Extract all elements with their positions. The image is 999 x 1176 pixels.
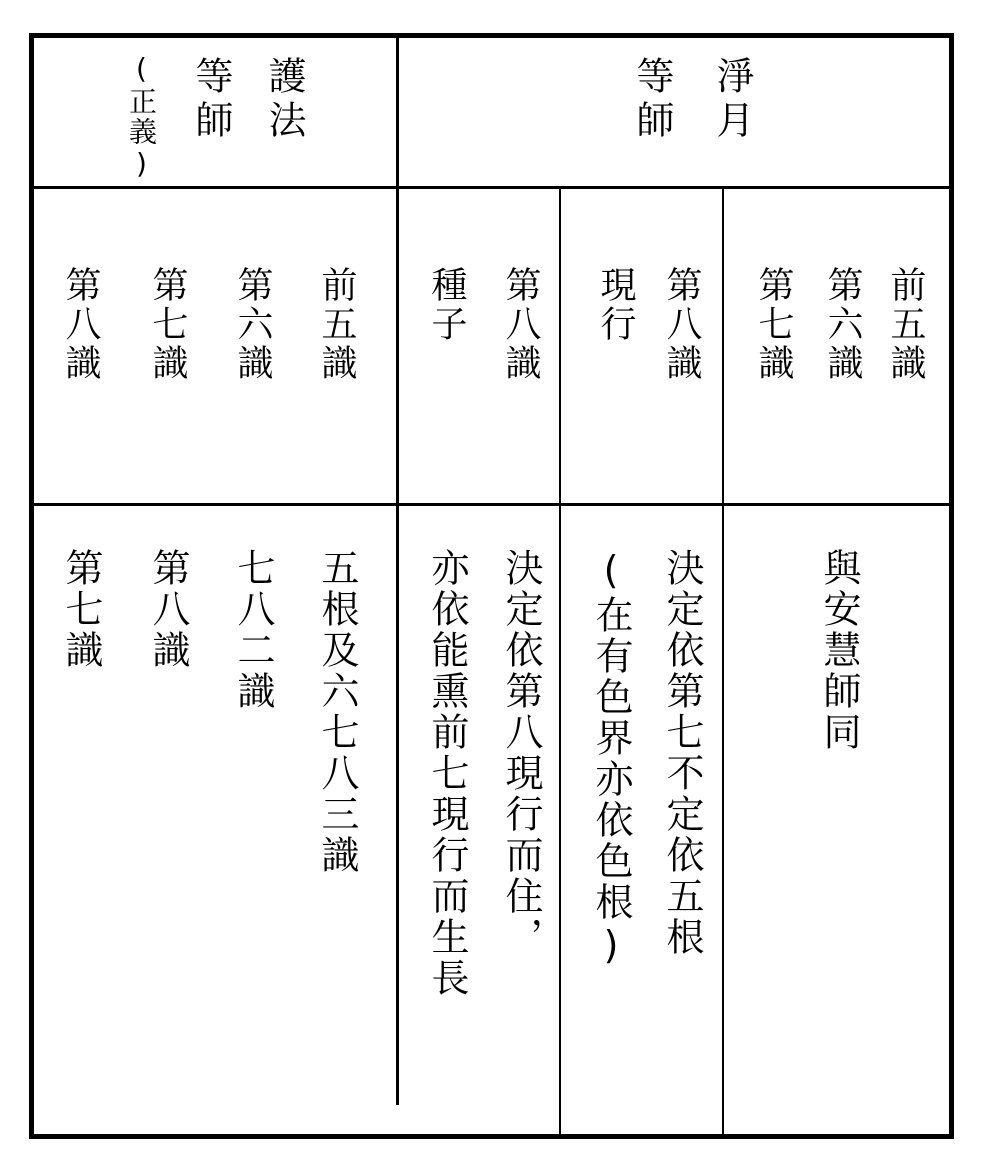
support-left-4: 第七識	[59, 548, 103, 671]
support-right-3: 決定依第七不定依五根	[660, 548, 704, 958]
subject-right-7: 第七識	[753, 266, 794, 383]
support-left-1: 五根及六七八三識	[315, 548, 359, 876]
subject-right-4: 現行	[595, 266, 636, 344]
header-left-line3: (正義)	[125, 52, 158, 182]
header-left-line1: 護法	[262, 56, 306, 144]
subject-left-1: 前五識	[316, 266, 357, 383]
subject-left-2: 第六識	[232, 266, 273, 383]
subject-right-1: 第八識	[500, 266, 541, 383]
support-right-1: 決定依第八現行而住，	[499, 548, 543, 958]
col-divider-jingyue-1	[559, 189, 561, 1134]
row-divider-header	[34, 186, 949, 189]
subject-left-3: 第七識	[147, 266, 188, 383]
row-divider-subjects	[34, 503, 949, 506]
subject-left-4: 第八識	[60, 266, 101, 383]
subject-right-2: 種子	[426, 266, 467, 344]
header-right-line2: 等師	[630, 56, 674, 144]
support-right-5: 與安慧師同	[817, 548, 861, 753]
support-left-3: 第八識	[146, 548, 190, 671]
subject-right-3: 第八識	[661, 266, 702, 383]
subject-right-5: 前五識	[885, 266, 926, 383]
support-right-2: 亦依能熏前七現行而生長	[425, 548, 469, 999]
header-right-line1: 淨月	[710, 56, 754, 144]
support-left-2: 七八二識	[231, 548, 275, 712]
header-left-line2: 等師	[189, 56, 233, 144]
support-right-4: (在有色界亦依色根)	[589, 548, 633, 970]
subject-right-6: 第六識	[822, 266, 863, 383]
col-divider-jingyue-2	[722, 189, 724, 1134]
col-divider-main	[396, 38, 399, 1105]
